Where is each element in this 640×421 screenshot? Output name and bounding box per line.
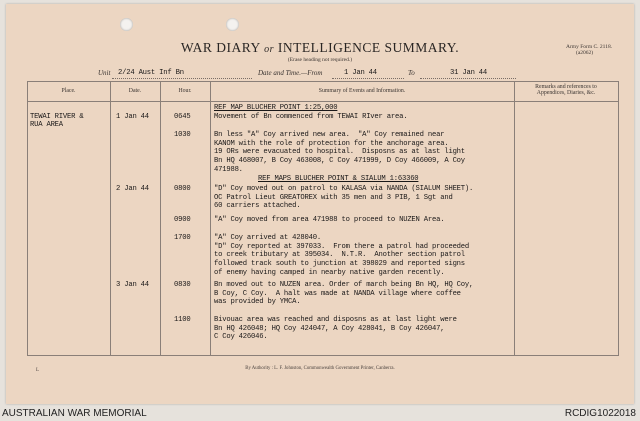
column-header-summary: Summary of Events and Information. (318, 88, 406, 94)
summary-line: Bn HQ 426048; HQ Coy 424047, A Coy 428041, B Coy 426047, (214, 324, 445, 333)
summary-line: of enemy having camped in nearby native garden recently. (214, 268, 445, 277)
summary-line: "D" Coy reported at 397033. From there a patrol had proceeded (214, 242, 470, 251)
date-entry: 2 Jan 44 (116, 185, 149, 193)
summary-line: Bn moved out to NUZEN area. Order of march being Bn HQ, HQ Coy, (214, 281, 474, 289)
summary-line: OC Patrol Lieut GREATOREX with 35 men and 3 PIB, 1 Sgt and (214, 193, 453, 202)
hour-entry: 1030 (174, 131, 191, 139)
place-entry: RUA AREA (30, 121, 63, 129)
summary-line: was provided by YMCA. (214, 298, 301, 307)
date-label: Date and Time.—From (258, 69, 323, 77)
form-number (566, 44, 612, 56)
summary-line: "D" Coy moved out on patrol to KALASA via NANDA (SIALUM SHEET). (214, 185, 474, 193)
column-divider (210, 81, 211, 356)
punch-hole (226, 18, 239, 31)
map-reference: REF MAPS BLUCHER POINT & SIALUM 1:63360 (258, 175, 419, 183)
date-from-dotline (332, 78, 404, 79)
summary-line: Movement of Bn commenced from TEWAI RIver area. (214, 113, 408, 121)
archive-credit: AUSTRALIAN WAR MEMORIAL (2, 408, 147, 419)
summary-line: to creek tributary at 395034. N.T.R. Another section patrol (214, 251, 465, 260)
column-header-hour: Hour. (178, 88, 192, 94)
summary-line: 19 ORs were evacuated to hospital. Disposns as at last light (214, 148, 465, 157)
column-header-remarks (514, 84, 618, 97)
column-divider (160, 81, 161, 356)
title-war-diary: WAR DIARY (180, 40, 261, 55)
summary-line: followed track south to junction at 398029 and reported signs (214, 260, 465, 269)
unit-label: Unit (98, 69, 111, 77)
document-subtitle: (Erase heading not required.) (287, 57, 353, 63)
corner-mark: L (36, 368, 40, 373)
summary-line: B Coy, C Coy. A halt was made at NANDA village where coffee (214, 289, 461, 298)
summary-line: "A" Coy moved from area 471988 to proceed to NUZEN Area. (214, 216, 445, 224)
remarks-header-line2: Appendices, Diaries, &c. (536, 90, 596, 97)
document-title (6, 40, 634, 56)
printer-authority: By Authority : L. F. Johnston, Commonwealth Government Printer, Canberra. (245, 366, 395, 371)
place-entry: TEWAI RIVER & (30, 113, 84, 121)
summary-line: Bn less "A" Coy arrived new area. "A" Coy remained near (214, 131, 445, 139)
form-number-line2: (a2062) (576, 50, 594, 56)
column-header-place: Place. (61, 88, 76, 94)
hour-entry: 1700 (174, 234, 191, 242)
summary-line: 471988. (214, 165, 243, 174)
hour-entry: 0900 (174, 216, 191, 224)
date-entry: 1 Jan 44 (116, 113, 149, 121)
summary-line: 60 carriers attached. (214, 202, 301, 211)
column-divider (514, 81, 515, 356)
form-number-line1: Army Form C. 2118. (566, 44, 613, 50)
summary-line: C Coy 426046. (214, 333, 268, 342)
date-to-value: 31 Jan 44 (450, 69, 488, 77)
archive-identifier: RCDIG1022018 (564, 408, 636, 419)
remarks-header-line1: Remarks and references to (535, 84, 597, 90)
unit-dotline (112, 78, 252, 79)
hour-entry: 1100 (174, 316, 191, 324)
summary-line: Bivouac area was reached and disposns as at last light were (214, 316, 457, 324)
map-reference: REF MAP BLUCHER POINT 1:25,000 (214, 104, 338, 112)
summary-line: KANOM with the role of protection for the anchorage area. (214, 139, 449, 148)
hour-entry: 0830 (174, 281, 191, 289)
summary-line: "A" Coy arrived at 428040. (214, 234, 321, 242)
column-header-date: Date. (128, 88, 142, 94)
column-divider (110, 81, 111, 356)
header-divider (27, 101, 619, 102)
hour-entry: 0645 (174, 113, 191, 121)
date-entry: 3 Jan 44 (116, 281, 149, 289)
punch-hole (120, 18, 133, 31)
title-intelligence-summary: INTELLIGENCE SUMMARY. (277, 40, 460, 55)
date-to-label: To (408, 69, 415, 77)
title-or: or (264, 44, 275, 55)
summary-line: Bn HQ 468007, B Coy 463008, C Coy 471999, D Coy 466009, A Coy (214, 157, 465, 166)
hour-entry: 0800 (174, 185, 191, 193)
date-to-dotline (420, 78, 516, 79)
diary-sheet (6, 4, 634, 404)
date-from-value: 1 Jan 44 (344, 69, 377, 77)
unit-value: 2/24 Aust Inf Bn (118, 69, 184, 77)
